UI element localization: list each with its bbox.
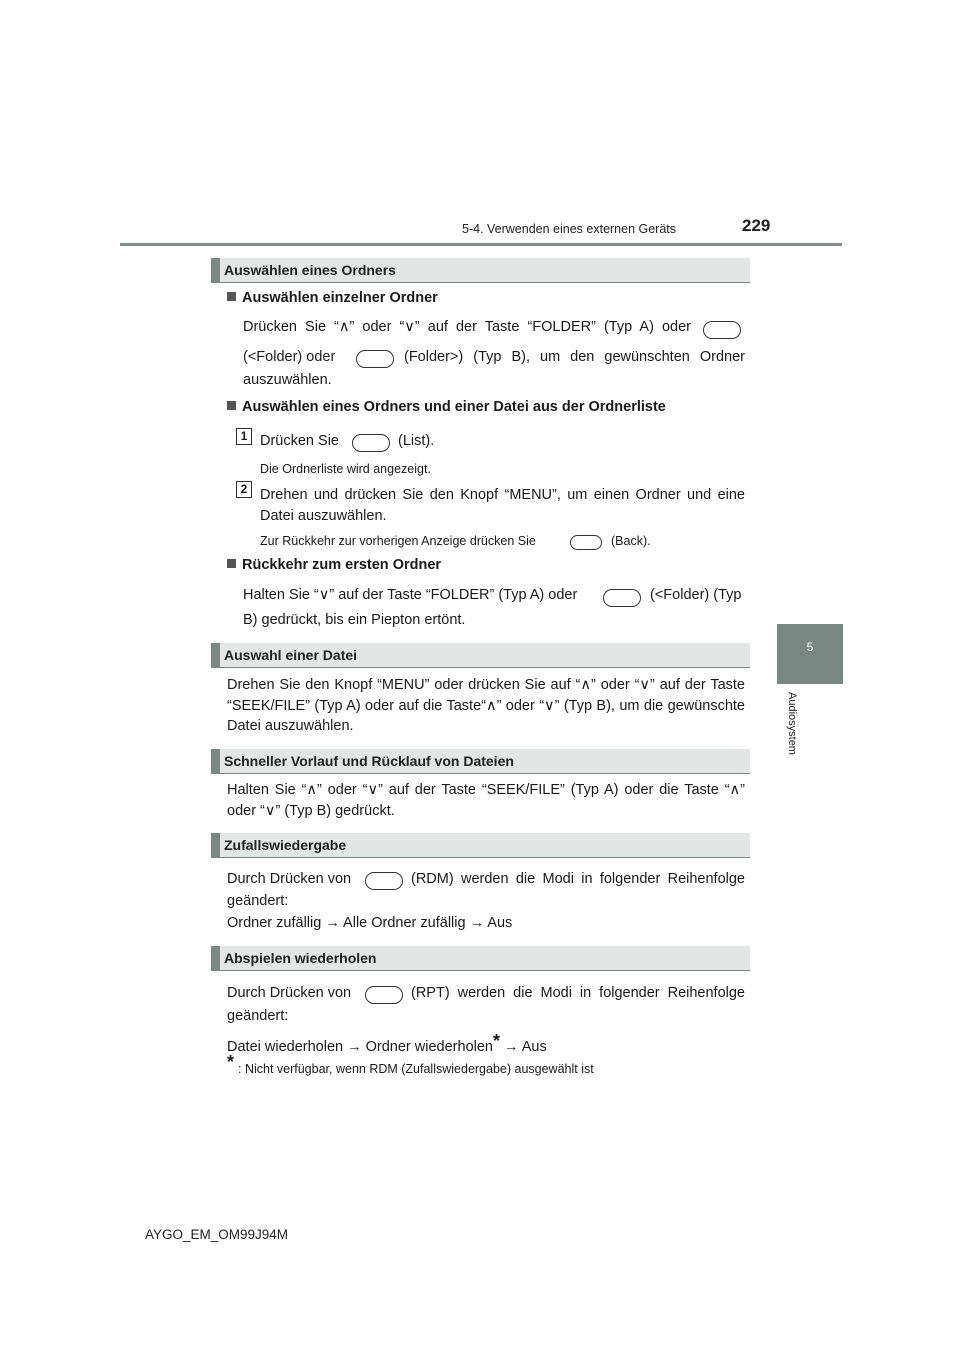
text-line: (RDM) werden die Modi in folgender Reihenfolge: [411, 871, 745, 887]
text-line: geändert:: [227, 1008, 289, 1024]
note-text: (Back).: [611, 534, 651, 548]
section-heading-select-folder: [211, 258, 750, 283]
header-rule: [120, 243, 842, 246]
button-icon: [365, 986, 403, 1004]
document-code: AYGO_EM_OM99J94M: [145, 1227, 289, 1242]
text-line: (<Folder) (Typ: [650, 587, 742, 603]
text-line: (<Folder) oder: [243, 349, 336, 365]
subheading-first-folder: Rückkehr zum ersten Ordner: [227, 557, 441, 573]
note-text: Die Ordnerliste wird angezeigt.: [260, 462, 431, 476]
section-heading-text: Abspielen wiederholen: [224, 950, 377, 966]
chapter-number: 5: [806, 640, 814, 654]
text-line: Drücken Sie “∧” oder “∨” auf der Taste “FOLDER” (Typ A) oder: [243, 319, 691, 335]
text-line: Durch Drücken von: [227, 871, 352, 887]
section-heading-text: Schneller Vorlauf und Rücklauf von Dateien: [224, 753, 514, 769]
button-icon: [352, 434, 390, 452]
running-header: 5-4. Verwenden eines externen Geräts: [462, 222, 677, 236]
section-heading-text: Auswahl einer Datei: [224, 647, 358, 663]
chapter-label: Audiosystem: [786, 692, 798, 755]
text-line: (Folder>) (Typ B), um den gewünschten Ordner: [404, 349, 745, 365]
note-text: Zur Rückkehr zur vorherigen Anzeige drücken Sie: [260, 534, 536, 548]
text-line: Halten Sie “∨” auf der Taste “FOLDER” (Typ A) oder: [243, 587, 578, 603]
button-icon: [570, 535, 602, 550]
subheading-folder-list: Auswählen eines Ordners und einer Datei aus der Ordnerliste: [227, 399, 666, 415]
button-icon: [356, 350, 394, 368]
text-line: (List).: [398, 433, 435, 449]
square-bullet-icon: [227, 401, 236, 410]
footnote-marker: *: [492, 1031, 500, 1051]
text-line: geändert:: [227, 893, 289, 909]
section-heading-repeat: [211, 946, 750, 971]
text-line: auszuwählen.: [243, 372, 332, 388]
square-bullet-icon: [227, 559, 236, 568]
section-heading-random: [211, 833, 750, 858]
text-line: Drücken Sie: [260, 433, 339, 449]
paragraph: Halten Sie “∧” oder “∨” auf der Taste “SEEK/FILE” (Typ A) oder die Taste “∧” oder “∨” (Typ B) gedrückt.: [227, 782, 745, 819]
paragraph: Drehen Sie den Knopf “MENU” oder drücken Sie auf “∧” oder “∨” auf der Taste “SEEK/FILE” (Typ A) oder auf die Taste“∧” oder “∨” (Typ B), um die gewünschte Datei auszuwählen.: [227, 677, 745, 734]
square-bullet-icon: [227, 292, 236, 301]
section-heading-fast-forward: [211, 749, 750, 774]
text-line: (RPT) werden die Modi in folgender Reihenfolge: [411, 985, 745, 1001]
text-line: Ordner zufällig → Alle Ordner zufällig → Aus: [227, 915, 513, 931]
footnote-marker: *: [227, 1052, 235, 1072]
button-icon: [603, 589, 641, 607]
footnote-text: : Nicht verfügbar, wenn RDM (Zufallswiedergabe) ausgewählt ist: [238, 1062, 594, 1076]
section-heading-text: Auswählen eines Ordners: [224, 262, 396, 278]
text-line: B) gedrückt, bis ein Piepton ertönt.: [243, 612, 466, 628]
step-text: Drehen und drücken Sie den Knopf “MENU”, um einen Ordner und eine Datei auszuwählen.: [260, 487, 745, 524]
text-line: Durch Drücken von: [227, 985, 352, 1001]
section-heading-text: Zufallswiedergabe: [224, 837, 347, 853]
page-number: 229: [742, 216, 771, 235]
subheading-select-folder: Auswählen einzelner Ordner: [227, 290, 438, 306]
button-icon: [703, 321, 741, 339]
step-number: 2: [236, 481, 252, 498]
section-heading-select-file: [211, 643, 750, 668]
step-number: 1: [236, 428, 252, 445]
text-line: Datei wiederholen → Ordner wiederholen* → Aus: [227, 1031, 547, 1055]
button-icon: [365, 872, 403, 890]
chapter-tab: [777, 624, 843, 684]
